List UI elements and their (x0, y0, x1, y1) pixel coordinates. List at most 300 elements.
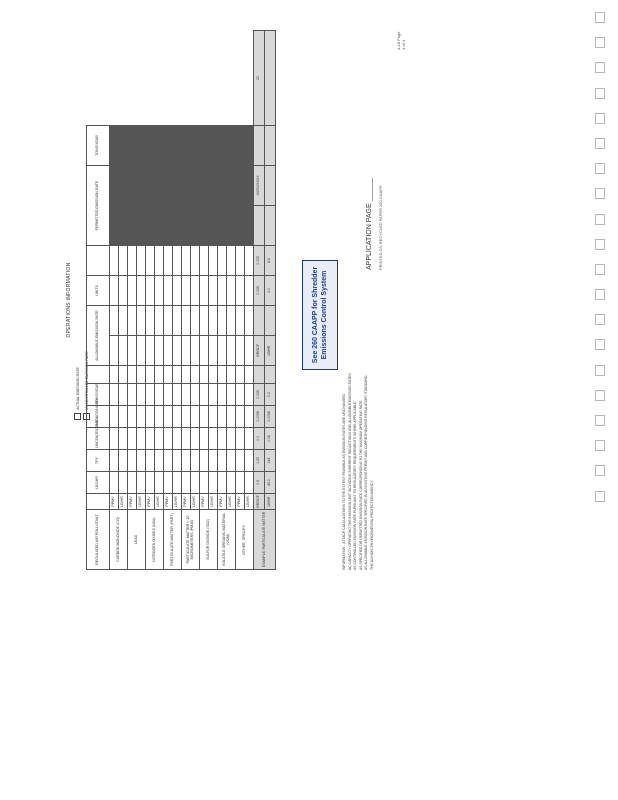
entry-cell[interactable] (236, 366, 245, 384)
example-cell (254, 206, 265, 246)
entry-cell[interactable] (146, 366, 155, 384)
entry-cell[interactable] (227, 428, 236, 450)
entry-cell[interactable] (236, 336, 245, 366)
entry-cell[interactable] (227, 366, 236, 384)
entry-cell[interactable] (200, 472, 209, 494)
example-cell: 0.025 (254, 276, 265, 306)
entry-cell[interactable] (173, 276, 182, 306)
entry-cell[interactable] (218, 166, 227, 206)
entry-cell[interactable] (182, 336, 191, 366)
entry-cell[interactable] (218, 384, 227, 406)
entry-cell[interactable] (200, 406, 209, 428)
entry-cell[interactable] (200, 366, 209, 384)
entry-cell[interactable] (128, 450, 137, 472)
entry-cell[interactable] (164, 472, 173, 494)
emissions-table (86, 30, 276, 570)
entry-cell[interactable] (155, 306, 164, 336)
unit-label: LB/HR (209, 494, 218, 510)
example-cell: 8.6 (265, 246, 276, 276)
margin-checkbox[interactable] (595, 491, 605, 502)
entry-cell[interactable] (182, 450, 191, 472)
example-cell: 0.0 (254, 428, 265, 450)
table-row (146, 31, 155, 570)
entry-cell[interactable] (191, 472, 200, 494)
entry-cell[interactable] (236, 126, 245, 166)
entry-cell[interactable] (137, 384, 146, 406)
table-body (110, 31, 276, 570)
example-cell: LB/HR (265, 494, 276, 510)
entry-cell[interactable] (182, 246, 191, 276)
entry-cell[interactable] (218, 366, 227, 384)
entry-cell[interactable] (137, 126, 146, 166)
entry-cell[interactable] (182, 384, 191, 406)
entry-cell[interactable] (191, 306, 200, 336)
entry-cell[interactable] (146, 246, 155, 276)
entry-cell[interactable] (110, 126, 119, 166)
table-row (245, 31, 254, 570)
entry-cell[interactable] (128, 166, 137, 206)
margin-checkbox[interactable] (595, 339, 605, 350)
entry-cell[interactable] (146, 384, 155, 406)
entry-cell[interactable] (137, 336, 146, 366)
header-allowable-units: UNITS (87, 276, 110, 306)
header-allowable: ALLOWABLE EMISSION RATE (87, 306, 110, 366)
entry-cell[interactable] (227, 406, 236, 428)
entry-cell[interactable] (200, 206, 209, 246)
margin-checkbox[interactable] (595, 62, 605, 73)
margin-checkbox[interactable] (595, 465, 605, 476)
entry-cell[interactable] (245, 384, 254, 406)
entry-cell[interactable] (200, 166, 209, 206)
stamp-line-2: Emissions Control System (321, 270, 328, 360)
entry-cell[interactable] (218, 406, 227, 428)
entry-cell[interactable] (227, 384, 236, 406)
application-subtitle: PRINTED ON RECYCLED PAPER 260-CAAPP (378, 185, 383, 270)
form-sheet (66, 30, 426, 570)
entry-cell[interactable] (236, 384, 245, 406)
margin-checkbox[interactable] (595, 264, 605, 275)
entry-cell[interactable] (236, 246, 245, 276)
entry-cell[interactable] (200, 246, 209, 276)
entry-cell[interactable] (191, 384, 200, 406)
entry-cell[interactable] (146, 276, 155, 306)
example-cell: 0.0058 (265, 406, 276, 428)
entry-cell[interactable] (155, 472, 164, 494)
margin-checkbox[interactable] (595, 239, 605, 250)
entry-cell[interactable] (173, 306, 182, 336)
entry-cell[interactable] (110, 206, 119, 246)
entry-cell[interactable] (137, 366, 146, 384)
unit-label: PPMV (128, 494, 137, 510)
margin-checkbox[interactable] (595, 415, 605, 426)
entry-cell[interactable] (119, 126, 128, 166)
entry-cell[interactable] (173, 206, 182, 246)
table-row (191, 31, 200, 570)
example-cell: 0.025 (254, 384, 265, 406)
entry-cell[interactable] (137, 166, 146, 206)
table-row (173, 31, 182, 570)
example-label: EXAMPLE: PARTICULATE MATTER (254, 510, 276, 570)
entry-cell[interactable] (191, 276, 200, 306)
page-number: 4-18 Page 4 of 4 (396, 31, 406, 50)
entry-cell[interactable] (209, 450, 218, 472)
entry-cell[interactable] (227, 276, 236, 306)
margin-checkbox[interactable] (595, 314, 605, 325)
entry-cell[interactable] (137, 306, 146, 336)
entry-cell[interactable] (128, 306, 137, 336)
entry-cell[interactable] (119, 276, 128, 306)
example-row (254, 31, 265, 570)
entry-cell[interactable] (209, 336, 218, 366)
entry-cell[interactable] (155, 366, 164, 384)
example-cell: 0.0058 (254, 406, 265, 428)
entry-cell[interactable] (218, 428, 227, 450)
entry-cell[interactable] (164, 276, 173, 306)
table-row (209, 31, 218, 570)
pollutant-name: PARTICULATE MATTER < 10 MICROMETERS (PM10) (182, 510, 200, 570)
pollutant-name: OTHER, SPECIFY: (236, 510, 254, 570)
header-pollutant: REGULATED AIR POLLUTANT (87, 510, 110, 570)
entry-cell[interactable] (236, 472, 245, 494)
entry-cell[interactable] (137, 428, 146, 450)
margin-checkbox[interactable] (595, 113, 605, 124)
entry-cell[interactable] (119, 336, 128, 366)
entry-cell[interactable] (245, 206, 254, 246)
table-row (227, 31, 236, 570)
example-cell (265, 306, 276, 336)
entry-cell[interactable] (236, 276, 245, 306)
entry-cell[interactable] (182, 306, 191, 336)
entry-cell[interactable] (191, 336, 200, 366)
entry-cell[interactable] (200, 450, 209, 472)
entry-cell[interactable] (182, 472, 191, 494)
entry-cell[interactable] (110, 366, 119, 384)
entry-cell[interactable] (245, 336, 254, 366)
entry-cell[interactable] (110, 450, 119, 472)
entry-cell[interactable] (110, 246, 119, 276)
entry-cell[interactable] (191, 450, 200, 472)
entry-cell[interactable] (164, 336, 173, 366)
entry-cell[interactable] (110, 276, 119, 306)
entry-cell[interactable] (191, 166, 200, 206)
entry-cell[interactable] (137, 472, 146, 494)
entry-cell[interactable] (209, 366, 218, 384)
entry-cell[interactable] (173, 336, 182, 366)
unit-label: LB/HR (155, 494, 164, 510)
entry-cell[interactable] (137, 276, 146, 306)
entry-cell[interactable] (146, 428, 155, 450)
entry-cell[interactable] (245, 366, 254, 384)
entry-cell[interactable] (200, 336, 209, 366)
entry-cell[interactable] (218, 472, 227, 494)
entry-cell[interactable] (209, 306, 218, 336)
entry-cell[interactable] (173, 166, 182, 206)
entry-cell[interactable] (191, 126, 200, 166)
example-cell: 20 (254, 31, 265, 126)
entry-cell[interactable] (245, 126, 254, 166)
entry-cell[interactable] (209, 246, 218, 276)
entry-cell[interactable] (227, 246, 236, 276)
entry-cell[interactable] (182, 366, 191, 384)
entry-cell[interactable] (164, 306, 173, 336)
example-cell: 2.0 (265, 276, 276, 306)
margin-checkbox[interactable] (595, 88, 605, 99)
entry-cell[interactable] (218, 276, 227, 306)
entry-cell[interactable] (236, 406, 245, 428)
entry-cell[interactable] (209, 166, 218, 206)
entry-cell[interactable] (182, 428, 191, 450)
margin-checkbox[interactable] (595, 163, 605, 174)
entry-cell[interactable] (209, 428, 218, 450)
entry-cell[interactable] (218, 126, 227, 166)
checkbox-actual[interactable] (74, 413, 81, 420)
entry-cell[interactable] (236, 428, 245, 450)
entry-cell[interactable] (173, 366, 182, 384)
entry-cell[interactable] (128, 384, 137, 406)
entry-cell[interactable] (227, 472, 236, 494)
entry-cell[interactable] (155, 206, 164, 246)
table-row (137, 31, 146, 570)
entry-cell[interactable] (119, 306, 128, 336)
margin-checkbox-column (595, 12, 605, 516)
footnotes (342, 90, 376, 570)
margin-checkbox[interactable] (595, 289, 605, 300)
entry-cell[interactable] (173, 472, 182, 494)
entry-cell[interactable] (209, 206, 218, 246)
entry-cell[interactable] (119, 366, 128, 384)
entry-cell[interactable] (119, 428, 128, 450)
entry-cell[interactable] (146, 166, 155, 206)
unit-label: PPMV (200, 494, 209, 510)
example-cell: 45.0 (265, 472, 276, 494)
entry-cell[interactable] (128, 206, 137, 246)
entry-cell[interactable] (146, 206, 155, 246)
entry-cell[interactable] (146, 336, 155, 366)
entry-cell[interactable] (155, 406, 164, 428)
entry-cell[interactable] (119, 406, 128, 428)
entry-cell[interactable] (164, 450, 173, 472)
entry-cell[interactable] (110, 336, 119, 366)
example-cell: 144 (265, 450, 276, 472)
margin-checkbox[interactable] (595, 188, 605, 199)
example-cell: LB/HR (265, 336, 276, 366)
entry-cell[interactable] (155, 428, 164, 450)
example-cell: 0.08 (265, 428, 276, 450)
entry-cell[interactable] (119, 450, 128, 472)
entry-cell[interactable] (110, 384, 119, 406)
entry-cell[interactable] (110, 166, 119, 206)
entry-cell[interactable] (110, 406, 119, 428)
entry-cell[interactable] (137, 206, 146, 246)
entry-cell[interactable] (110, 472, 119, 494)
example-row (265, 31, 276, 570)
entry-cell[interactable] (191, 366, 200, 384)
entry-cell[interactable] (173, 384, 182, 406)
entry-cell[interactable] (245, 276, 254, 306)
example-cell: 0.5 (254, 472, 265, 494)
table-row (164, 31, 173, 570)
entry-cell[interactable] (119, 472, 128, 494)
entry-cell[interactable] (209, 384, 218, 406)
entry-cell[interactable] (110, 306, 119, 336)
example-cell (265, 31, 276, 126)
entry-cell[interactable] (245, 428, 254, 450)
entry-cell[interactable] (200, 276, 209, 306)
entry-cell[interactable] (182, 406, 191, 428)
entry-cell[interactable] (191, 246, 200, 276)
example-cell (254, 366, 265, 384)
entry-cell[interactable] (155, 126, 164, 166)
entry-cell[interactable] (200, 306, 209, 336)
entry-cell[interactable] (218, 450, 227, 472)
entry-cell[interactable] (137, 450, 146, 472)
entry-cell[interactable] (119, 384, 128, 406)
margin-checkbox[interactable] (595, 12, 605, 23)
entry-cell[interactable] (191, 206, 200, 246)
header-lbs-hr: LBS/HR (87, 472, 110, 494)
header-uncontrolled: UNCONTROLLED (87, 428, 110, 450)
table-row (236, 31, 245, 570)
entry-cell[interactable] (119, 206, 128, 246)
entry-cell[interactable] (173, 406, 182, 428)
entry-cell[interactable] (155, 450, 164, 472)
header-tons-year: TONS/YEAR (87, 384, 110, 406)
form-title: OPERATIONS INFORMATION (66, 262, 72, 338)
entry-cell[interactable] (191, 428, 200, 450)
entry-cell[interactable] (173, 126, 182, 166)
entry-cell[interactable] (173, 246, 182, 276)
entry-cell[interactable] (245, 472, 254, 494)
entry-cell[interactable] (164, 384, 173, 406)
entry-cell[interactable] (191, 406, 200, 428)
entry-cell[interactable] (110, 428, 119, 450)
entry-cell[interactable] (164, 126, 173, 166)
ratio-label-uncontrolled: UNCONTROLLED EMISSION RATE (84, 351, 89, 410)
entry-cell[interactable] (227, 166, 236, 206)
entry-cell[interactable] (173, 450, 182, 472)
entry-cell[interactable] (128, 366, 137, 384)
margin-checkbox[interactable] (595, 440, 605, 451)
entry-cell[interactable] (227, 206, 236, 246)
header-permitted-units: TONS/YEAR (87, 126, 110, 166)
example-cell (254, 126, 265, 166)
example-cell: GR/SCF (254, 494, 265, 510)
entry-cell[interactable] (245, 450, 254, 472)
entry-cell[interactable] (146, 306, 155, 336)
entry-cell[interactable] (236, 166, 245, 206)
margin-checkbox[interactable] (595, 390, 605, 401)
table-row (119, 31, 128, 570)
entry-cell[interactable] (245, 306, 254, 336)
pollutant-name: NITROGEN OXIDES (NOx) (146, 510, 164, 570)
entry-cell[interactable] (218, 306, 227, 336)
entry-cell[interactable] (227, 306, 236, 336)
pollutant-name: VOLATILE ORGANIC MATERIAL (VOM) (218, 510, 236, 570)
margin-checkbox[interactable] (595, 138, 605, 149)
entry-cell[interactable] (119, 166, 128, 206)
margin-checkbox[interactable] (595, 37, 605, 48)
example-cell (265, 206, 276, 246)
entry-cell[interactable] (155, 336, 164, 366)
entry-cell[interactable] (227, 450, 236, 472)
example-cell (265, 366, 276, 384)
application-page-label: APPLICATION PAGE ______ (366, 178, 373, 270)
unit-label: PPMV (236, 494, 245, 510)
entry-cell[interactable] (119, 246, 128, 276)
margin-checkbox[interactable] (595, 214, 605, 225)
entry-cell[interactable] (155, 166, 164, 206)
entry-cell[interactable] (245, 406, 254, 428)
entry-cell[interactable] (128, 126, 137, 166)
entry-cell[interactable] (218, 206, 227, 246)
entry-cell[interactable] (146, 406, 155, 428)
header-lbs-hr-2: POUNDS/HOUR (87, 406, 110, 428)
entry-cell[interactable] (245, 246, 254, 276)
entry-cell[interactable] (236, 306, 245, 336)
entry-cell[interactable] (182, 126, 191, 166)
entry-cell[interactable] (146, 472, 155, 494)
entry-cell[interactable] (128, 276, 137, 306)
entry-cell[interactable] (227, 126, 236, 166)
entry-cell[interactable] (146, 126, 155, 166)
entry-cell[interactable] (128, 406, 137, 428)
entry-cell[interactable] (182, 206, 191, 246)
entry-cell[interactable] (200, 126, 209, 166)
entry-cell[interactable] (128, 246, 137, 276)
entry-cell[interactable] (146, 450, 155, 472)
entry-cell[interactable] (209, 406, 218, 428)
entry-cell[interactable] (227, 336, 236, 366)
pollutant-name: PARTICULATE MATTER (PART) (164, 510, 182, 570)
entry-cell[interactable] (209, 472, 218, 494)
entry-cell[interactable] (128, 336, 137, 366)
entry-cell[interactable] (128, 472, 137, 494)
entry-cell[interactable] (155, 384, 164, 406)
entry-cell[interactable] (209, 276, 218, 306)
unit-label: PPMV (146, 494, 155, 510)
unit-label: PPMV (182, 494, 191, 510)
margin-checkbox[interactable] (595, 365, 605, 376)
entry-cell[interactable] (137, 406, 146, 428)
entry-cell[interactable] (164, 206, 173, 246)
entry-cell[interactable] (155, 276, 164, 306)
entry-cell[interactable] (236, 206, 245, 246)
entry-cell[interactable] (128, 428, 137, 450)
entry-cell[interactable] (182, 276, 191, 306)
entry-cell[interactable] (182, 166, 191, 206)
unit-label: LB/HR (227, 494, 236, 510)
entry-cell[interactable] (209, 126, 218, 166)
entry-cell[interactable] (164, 246, 173, 276)
footnote-line: AS CONTROLLED EMISSION RATE PURSUANT TO REGULATORY REQUIREMENTS WHERE APPLICABLE. (353, 400, 358, 570)
entry-cell[interactable] (200, 384, 209, 406)
example-cell: GR/SCF (254, 336, 265, 366)
entry-cell[interactable] (236, 450, 245, 472)
entry-cell[interactable] (137, 246, 146, 276)
entry-cell[interactable] (245, 166, 254, 206)
entry-cell[interactable] (155, 246, 164, 276)
table-row (128, 31, 137, 570)
header-tpy: TPY (87, 450, 110, 472)
entry-cell[interactable] (164, 166, 173, 206)
entry-cell[interactable] (218, 246, 227, 276)
entry-cell[interactable] (164, 406, 173, 428)
entry-cell[interactable] (200, 428, 209, 450)
entry-cell[interactable] (218, 336, 227, 366)
entry-cell[interactable] (173, 428, 182, 450)
entry-cell[interactable] (164, 366, 173, 384)
entry-cell[interactable] (164, 428, 173, 450)
